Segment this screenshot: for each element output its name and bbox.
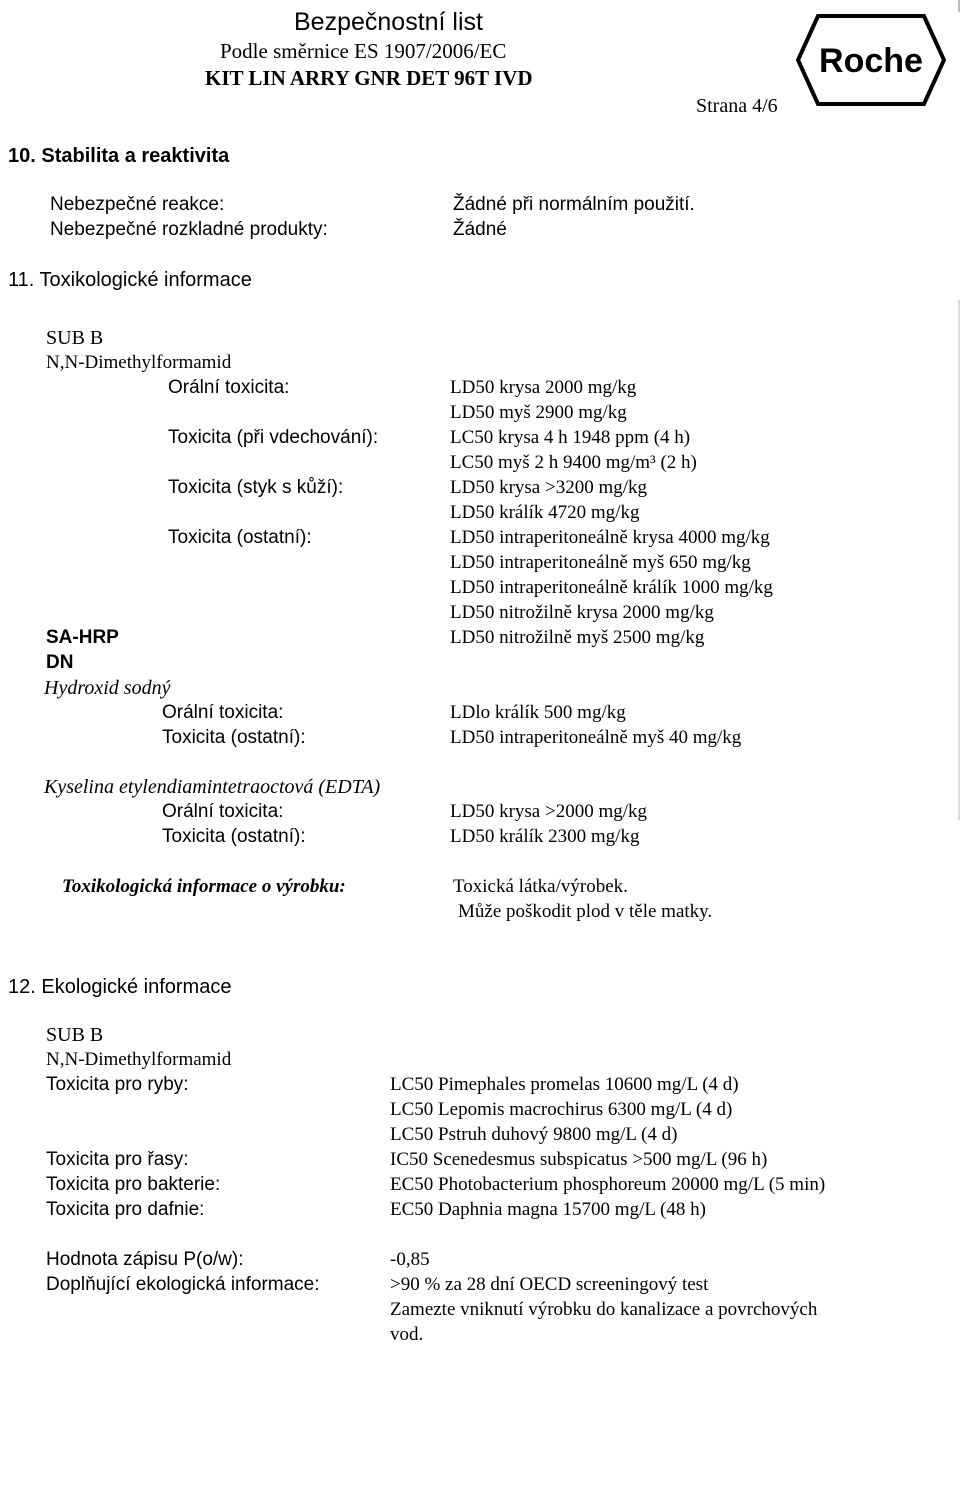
tox-value: LD50 intraperitoneálně krysa 4000 mg/kg xyxy=(450,527,770,548)
substance-name: N,N-Dimethylformamid xyxy=(46,352,232,373)
naoh-name: Hydroxid sodný xyxy=(44,677,171,699)
tox-value: LD50 krysa 2000 mg/kg xyxy=(450,377,637,398)
document-title: Bezpečnostní list xyxy=(294,8,483,36)
section-10-heading: 10. Stabilita a reaktivita xyxy=(8,145,230,167)
document-subtitle: Podle směrnice ES 1907/2006/EC xyxy=(220,39,507,63)
fish-toxicity-label: Toxicita pro ryby: xyxy=(46,1074,189,1095)
tox-value: LC50 myš 2 h 9400 mg/m³ (2 h) xyxy=(450,452,697,473)
bacteria-toxicity-value: EC50 Photobacterium phosphoreum 20000 mg/L (5 min) xyxy=(390,1174,826,1195)
naoh-oral-label: Orální toxicita: xyxy=(162,702,284,723)
hazardous-reactions-value: Žádné při normálním použití. xyxy=(453,194,695,215)
substance-code: SUB B xyxy=(46,327,104,349)
section-11-heading: 11. Toxikologické informace xyxy=(8,269,252,291)
tox-value: LC50 krysa 4 h 1948 ppm (4 h) xyxy=(450,427,691,448)
partition-coefficient-value: -0,85 xyxy=(390,1249,430,1270)
product-name: KIT LIN ARRY GNR DET 96T IVD xyxy=(205,66,533,90)
oral-toxicity-label: Orální toxicita: xyxy=(168,377,290,398)
decomposition-products-value: Žádné xyxy=(453,219,507,240)
dn-heading: DN xyxy=(46,652,74,673)
fish-toxicity-value: LC50 Pstruh duhový 9800 mg/L (4 d) xyxy=(390,1124,678,1145)
daphnia-toxicity-value: EC50 Daphnia magna 15700 mg/L (48 h) xyxy=(390,1199,706,1220)
additional-eco-info-label: Doplňující ekologická informace: xyxy=(46,1274,320,1295)
tox-value: LD50 nitrožilně myš 2500 mg/kg xyxy=(450,627,705,648)
edta-other-label: Toxicita (ostatní): xyxy=(162,826,306,847)
daphnia-toxicity-label: Toxicita pro dafnie: xyxy=(46,1199,205,1220)
tox-value: LD50 myš 2900 mg/kg xyxy=(450,402,627,423)
eco-substance-code: SUB B xyxy=(46,1024,104,1046)
bacteria-toxicity-label: Toxicita pro bakterie: xyxy=(46,1174,221,1195)
eco-substance-name: N,N-Dimethylformamid xyxy=(46,1049,232,1070)
roche-logo xyxy=(796,14,946,106)
tox-value: LD50 intraperitoneálně králík 1000 mg/kg xyxy=(450,577,773,598)
additional-eco-info-value: vod. xyxy=(390,1324,424,1345)
section-12-heading: 12. Ekologické informace xyxy=(8,976,232,998)
edta-oral-value: LD50 krysa >2000 mg/kg xyxy=(450,801,648,822)
inhalation-toxicity-label: Toxicita (při vdechování): xyxy=(168,427,379,448)
page-number: Strana 4/6 xyxy=(696,95,778,117)
skin-toxicity-label: Toxicita (styk s kůží): xyxy=(168,477,344,498)
additional-eco-info-value: >90 % za 28 dní OECD screeningový test xyxy=(390,1274,709,1295)
tox-value: LD50 králík 4720 mg/kg xyxy=(450,502,640,523)
decomposition-products-label: Nebezpečné rozkladné produkty: xyxy=(50,219,328,240)
tox-value: LD50 krysa >3200 mg/kg xyxy=(450,477,648,498)
edta-name: Kyselina etylendiamintetraoctová (EDTA) xyxy=(44,776,381,798)
sa-hrp-heading: SA-HRP xyxy=(46,627,119,648)
other-toxicity-label: Toxicita (ostatní): xyxy=(168,527,312,548)
product-tox-info-line2: Může poškodit plod v těle matky. xyxy=(458,901,713,922)
product-tox-info-line1: Toxická látka/výrobek. xyxy=(453,876,628,897)
naoh-other-value: LD50 intraperitoneálně myš 40 mg/kg xyxy=(450,727,742,748)
algae-toxicity-value: IC50 Scenedesmus subspicatus >500 mg/L (96 h) xyxy=(390,1149,768,1170)
svg-text:Roche: Roche xyxy=(819,42,923,80)
partition-coefficient-label: Hodnota zápisu P(o/w): xyxy=(46,1249,244,1270)
edta-oral-label: Orální toxicita: xyxy=(162,801,284,822)
product-tox-info-label: Toxikologická informace o výrobku: xyxy=(62,876,346,897)
tox-value: LD50 nitrožilně krysa 2000 mg/kg xyxy=(450,602,714,623)
naoh-other-label: Toxicita (ostatní): xyxy=(162,727,306,748)
hazardous-reactions-label: Nebezpečné reakce: xyxy=(50,194,225,215)
fish-toxicity-value: LC50 Pimephales promelas 10600 mg/L (4 d) xyxy=(390,1074,739,1095)
naoh-oral-value: LDlo králík 500 mg/kg xyxy=(450,702,626,723)
additional-eco-info-value: Zamezte vniknutí výrobku do kanalizace a povrchových xyxy=(390,1299,818,1320)
tox-value: LD50 intraperitoneálně myš 650 mg/kg xyxy=(450,552,751,573)
edta-other-value: LD50 králík 2300 mg/kg xyxy=(450,826,640,847)
fish-toxicity-value: LC50 Lepomis macrochirus 6300 mg/L (4 d) xyxy=(390,1099,733,1120)
algae-toxicity-label: Toxicita pro řasy: xyxy=(46,1149,189,1170)
